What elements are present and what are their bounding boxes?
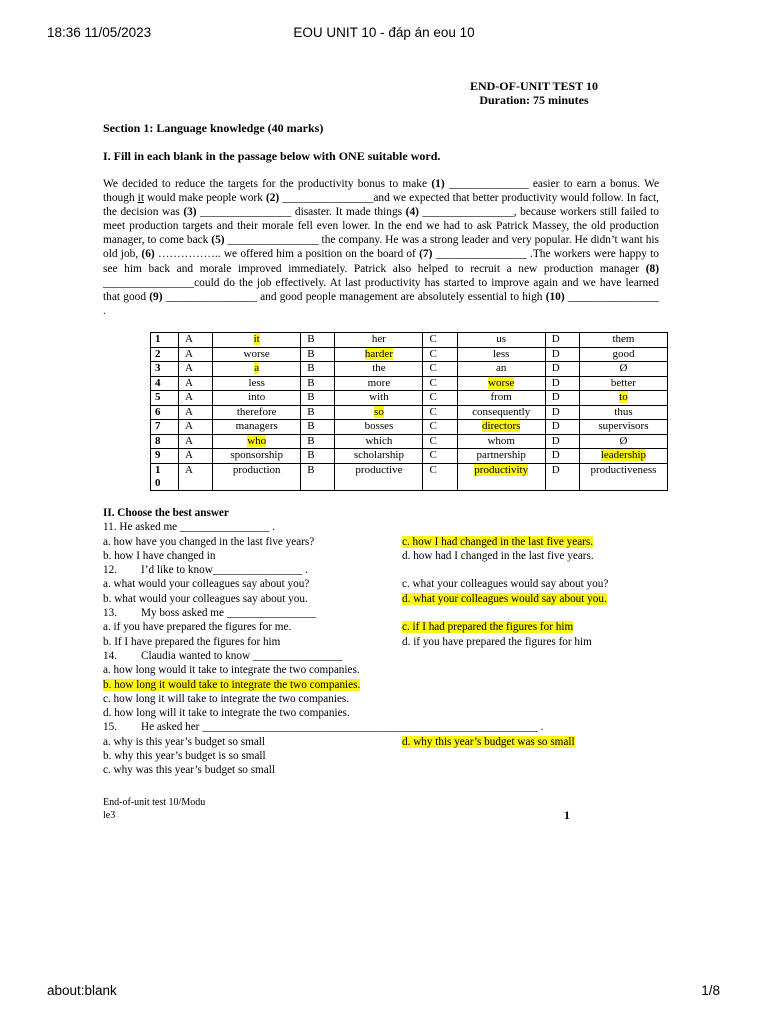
option-answer: [579, 405, 667, 420]
option-answer: [579, 463, 667, 490]
question-block: [103, 563, 663, 606]
option-row: [151, 362, 668, 377]
correct-answer-highlight: harder: [364, 347, 393, 360]
option-answer: [579, 391, 667, 406]
option-answer: [457, 362, 545, 377]
correct-answer-highlight: c. if I had prepared the figures for him: [402, 621, 574, 634]
option-letter: D: [545, 434, 579, 449]
answer-row: [103, 735, 663, 749]
answer-option: [103, 663, 663, 677]
option-letter: A: [178, 434, 212, 449]
option-text: Ø: [619, 362, 628, 374]
correct-answer-highlight: productivity: [474, 463, 529, 476]
option-text: worse: [243, 347, 270, 360]
correct-answer-highlight: so: [374, 405, 384, 418]
option-row: [151, 449, 668, 464]
option-answer: [335, 362, 423, 377]
option-letter: A: [178, 391, 212, 406]
blank-number: (9): [149, 290, 163, 303]
option-answer: [335, 420, 423, 435]
option-letter: D: [545, 463, 579, 490]
option-row: [151, 420, 668, 435]
option-answer: [457, 333, 545, 348]
passage-text: ________________ and good people management are absolutely essential to high: [162, 290, 546, 303]
answer-text: b. what would your colleagues say about you.: [103, 592, 308, 605]
answer-option: [402, 549, 594, 563]
passage-text: ________________, because workers still failed to meet production targets and their morale fell even lower. In the end we had to ask Patrick Massey, the old production manager, to come back: [103, 206, 659, 247]
print-timestamp: 18:36 11/05/2023: [47, 25, 152, 40]
option-text: better: [610, 376, 636, 389]
option-letter: B: [301, 376, 335, 391]
print-document-title: EOU UNIT 10 - đáp án eou 10: [293, 25, 475, 40]
option-answer: [335, 434, 423, 449]
question-number: 4: [151, 376, 179, 391]
answer-text: c. what your colleagues would say about you?: [402, 578, 609, 591]
multiple-choice-section: [103, 506, 663, 778]
answer-option: [402, 535, 593, 549]
correct-answer-highlight: who: [247, 434, 267, 447]
part1-heading: I. Fill in each blank in the passage below with ONE suitable word.: [103, 149, 441, 163]
option-text: scholarship: [353, 449, 404, 461]
answer-text: c. why was this year’s budget so small: [103, 764, 275, 777]
blank-number: (5): [211, 234, 225, 247]
option-letter: D: [545, 362, 579, 377]
answer-row: [103, 592, 663, 606]
option-answer: [335, 376, 423, 391]
option-answer: [213, 449, 301, 464]
cloze-passage: [103, 177, 659, 318]
test-title: END-OF-UNIT TEST 10: [469, 79, 599, 93]
option-text: thus: [614, 405, 633, 418]
option-letter: D: [545, 449, 579, 464]
option-letter: B: [301, 347, 335, 362]
option-answer: [579, 362, 667, 377]
option-text: bosses: [364, 420, 394, 432]
question-list: [103, 520, 663, 777]
question-block: [103, 606, 663, 649]
option-text: the: [372, 362, 386, 374]
answer-option: [402, 735, 575, 749]
option-answer: [335, 391, 423, 406]
option-answer: [335, 347, 423, 362]
question-number: 13.: [103, 607, 117, 620]
answer-text: b. If I have prepared the figures for him: [103, 635, 281, 648]
question-number: 15.: [103, 721, 117, 734]
option-answer: [335, 449, 423, 464]
option-letter: C: [423, 362, 457, 377]
answer-row: [103, 549, 663, 563]
print-url: about:blank: [47, 983, 117, 998]
question-text: I’d like to know________________ .: [141, 564, 308, 577]
option-text: production: [232, 463, 281, 476]
option-answer: [335, 333, 423, 348]
question-number: 14.: [103, 649, 117, 662]
option-answer: [213, 347, 301, 362]
option-letter: A: [178, 376, 212, 391]
answer-option: [103, 706, 663, 720]
option-row: [151, 333, 668, 348]
option-row: [151, 405, 668, 420]
answer-row: [103, 577, 663, 591]
option-answer: [579, 333, 667, 348]
option-letter: A: [178, 463, 212, 490]
option-letter: C: [423, 449, 457, 464]
answer-option: [103, 620, 402, 634]
option-text: good: [612, 347, 635, 360]
answer-text: b. how I have changed in: [103, 549, 216, 562]
question-stem: [103, 520, 663, 534]
answer-option: [103, 549, 402, 563]
question-number: 3: [151, 362, 179, 377]
option-answer: [579, 434, 667, 449]
correct-answer-highlight: d. what your colleagues would say about you.: [402, 592, 607, 605]
option-answer: [213, 391, 301, 406]
answer-text: d. how long will it take to integrate the two companies.: [103, 707, 350, 720]
option-text: them: [612, 333, 635, 345]
option-letter: D: [545, 347, 579, 362]
answer-text: d. if you have prepared the figures for him: [402, 635, 592, 648]
option-letter: C: [423, 405, 457, 420]
question-number: 9: [151, 449, 179, 464]
correct-answer-highlight: worse: [488, 376, 515, 389]
option-letter: A: [178, 362, 212, 377]
option-letter: A: [178, 347, 212, 362]
correct-answer-highlight: directors: [481, 420, 521, 432]
option-answer: [579, 376, 667, 391]
question-text: Claudia wanted to know ________________: [141, 649, 343, 662]
question-stem: [103, 563, 663, 577]
answer-text: c. how long it will take to integrate the two companies.: [103, 692, 350, 705]
option-answer: [213, 420, 301, 435]
option-answer: [213, 362, 301, 377]
passage-text: ________________ disaster. It made things: [196, 206, 406, 219]
question-number: 12.: [103, 564, 117, 577]
passage-text: ________________ .The workers were happy to see him back and morale improved immediately. Patrick also helped to recruit a new production manager: [103, 248, 659, 275]
correct-answer-highlight: c. how I had changed in the last five years.: [402, 535, 594, 548]
option-text: managers: [235, 420, 278, 432]
option-letter: C: [423, 463, 457, 490]
option-text: less: [492, 347, 510, 360]
option-row: [151, 347, 668, 362]
question-text: My boss asked me ________________: [141, 607, 317, 620]
option-row: [151, 391, 668, 406]
option-letter: C: [423, 376, 457, 391]
answer-option: [103, 635, 402, 649]
passage-text: …………….. we offered him a position on the board of: [154, 248, 420, 261]
answer-option: [402, 635, 592, 649]
document-footer-line: le3: [103, 810, 116, 821]
option-letter: B: [301, 405, 335, 420]
option-answer: [213, 376, 301, 391]
part2-heading: II. Choose the best answer: [103, 507, 229, 519]
option-letter: C: [423, 420, 457, 435]
answer-option: [103, 592, 402, 606]
option-text: partnership: [476, 449, 526, 461]
answer-option: [103, 678, 663, 692]
option-answer: [457, 420, 545, 435]
option-answer: [335, 405, 423, 420]
question-number: 5: [151, 391, 179, 406]
option-letter: B: [301, 362, 335, 377]
passage-text: ________________ .: [103, 290, 659, 317]
passage-text: ______________ easier to earn a bonus. We though: [103, 178, 659, 205]
document-page-number: 1: [564, 808, 570, 822]
answer-option: [103, 692, 663, 706]
option-letter: B: [301, 333, 335, 348]
blank-number: (10): [545, 290, 565, 303]
answer-text: b. why this year’s budget is so small: [103, 750, 266, 763]
question-stem: [103, 720, 663, 734]
blank-number: (8): [645, 262, 659, 275]
option-answer: [457, 463, 545, 490]
option-row: [151, 376, 668, 391]
option-row: [151, 463, 668, 490]
question-block: [103, 720, 663, 777]
correct-answer-highlight: a: [254, 362, 260, 374]
option-answer: [457, 434, 545, 449]
option-letter: B: [301, 391, 335, 406]
option-text: from: [490, 391, 512, 403]
question-number: 1: [151, 333, 179, 348]
option-text: sponsorship: [230, 449, 283, 461]
correct-answer-highlight: to: [619, 391, 628, 403]
option-text: with: [369, 391, 389, 403]
option-text: her: [371, 333, 386, 345]
option-answer: [213, 434, 301, 449]
question-stem: [103, 649, 663, 663]
test-title-block: [0, 79, 768, 107]
option-answer: [213, 333, 301, 348]
answer-row: [103, 635, 663, 649]
option-answer: [457, 347, 545, 362]
option-row: [151, 434, 668, 449]
option-letter: B: [301, 449, 335, 464]
answer-option: [402, 592, 607, 606]
passage-text: it: [137, 192, 144, 205]
option-letter: D: [545, 420, 579, 435]
option-text: less: [248, 376, 265, 389]
option-text: supervisors: [598, 420, 649, 432]
option-text: whom: [487, 434, 515, 447]
option-answer: [213, 405, 301, 420]
option-letter: B: [301, 434, 335, 449]
answer-text: a. how have you changed in the last five years?: [103, 535, 315, 548]
question-text: 11. He asked me ________________ .: [103, 521, 276, 534]
option-letter: A: [178, 405, 212, 420]
answer-option: [103, 763, 663, 777]
blank-number: (1): [431, 178, 445, 190]
answer-option: [103, 735, 402, 749]
option-text: productiveness: [590, 463, 657, 476]
option-text: therefore: [236, 405, 277, 418]
correct-answer-highlight: it: [253, 333, 260, 345]
option-text: productive: [355, 463, 403, 476]
option-answer: [457, 391, 545, 406]
answer-text: a. what would your colleagues say about you?: [103, 578, 310, 591]
answer-options-table: [150, 332, 668, 491]
option-letter: D: [545, 376, 579, 391]
option-letter: D: [545, 391, 579, 406]
passage-text: would make people work: [144, 192, 266, 205]
blank-number: (7): [419, 248, 433, 261]
option-letter: A: [178, 420, 212, 435]
option-answer: [457, 376, 545, 391]
test-duration: Duration: 75 minutes: [479, 93, 589, 107]
option-text: into: [248, 391, 266, 403]
option-text: which: [365, 434, 393, 447]
correct-answer-highlight: d. why this year’s budget was so small: [402, 735, 575, 748]
option-letter: C: [423, 347, 457, 362]
option-answer: [213, 463, 301, 490]
option-text: Ø: [619, 434, 628, 447]
blank-number: (2): [265, 192, 280, 205]
question-number: 6: [151, 405, 179, 420]
option-letter: C: [423, 391, 457, 406]
question-number: 8: [151, 434, 179, 449]
passage-text: We decided to reduce the targets for the productivity bonus to make: [103, 178, 432, 190]
passage-text: ________________ the company. He was a strong leader and very popular. He didn’t want his old job,: [103, 234, 659, 261]
option-letter: A: [178, 333, 212, 348]
answer-option: [103, 577, 402, 591]
option-answer: [335, 463, 423, 490]
option-letter: D: [545, 405, 579, 420]
option-text: us: [496, 333, 507, 345]
answer-option: [103, 535, 402, 549]
question-block: [103, 649, 663, 720]
option-letter: A: [178, 449, 212, 464]
option-letter: C: [423, 434, 457, 449]
answer-text: d. how had I changed in the last five years.: [402, 549, 594, 562]
question-number: 2: [151, 347, 179, 362]
question-block: [103, 520, 663, 563]
option-answer: [579, 420, 667, 435]
blank-number: (4): [405, 206, 419, 219]
answer-row: [103, 620, 663, 634]
option-text: an: [495, 362, 507, 374]
option-answer: [579, 347, 667, 362]
passage-text: ________________and we expected that better productivity would follow. In fact, the decision was: [103, 192, 659, 219]
answer-option: [103, 749, 663, 763]
answer-option: [402, 620, 573, 634]
answer-text: a. if you have prepared the figures for me.: [103, 621, 292, 634]
section-heading: Section 1: Language knowledge (40 marks): [103, 121, 324, 135]
option-text: consequently: [472, 405, 531, 418]
question-number: 1 0: [151, 463, 179, 490]
correct-answer-highlight: leadership: [600, 449, 647, 461]
option-letter: B: [301, 420, 335, 435]
document-footer-line: End-of-unit test 10/Modu: [103, 797, 206, 808]
blank-number: (6): [141, 248, 155, 261]
option-answer: [457, 449, 545, 464]
option-answer: [457, 405, 545, 420]
answer-row: [103, 535, 663, 549]
answer-option: [402, 577, 608, 591]
answer-text: a. why is this year’s budget so small: [103, 735, 265, 748]
option-letter: D: [545, 333, 579, 348]
blank-number: (3): [183, 206, 197, 219]
question-number: 7: [151, 420, 179, 435]
option-text: more: [367, 376, 391, 389]
document-footer: [103, 796, 205, 822]
question-stem: [103, 606, 663, 620]
option-answer: [579, 449, 667, 464]
print-page-counter: 1/8: [701, 983, 720, 998]
option-letter: C: [423, 333, 457, 348]
passage-text: ________________could do the job effectively. At last productivity has started to improve again and we have learned that good: [103, 276, 659, 303]
answer-text: a. how long would it take to integrate the two companies.: [103, 664, 360, 677]
option-letter: B: [301, 463, 335, 490]
question-text: He asked her ____________________________________________________________ .: [141, 721, 544, 734]
correct-answer-highlight: b. how long it would take to integrate the two companies.: [103, 678, 361, 691]
